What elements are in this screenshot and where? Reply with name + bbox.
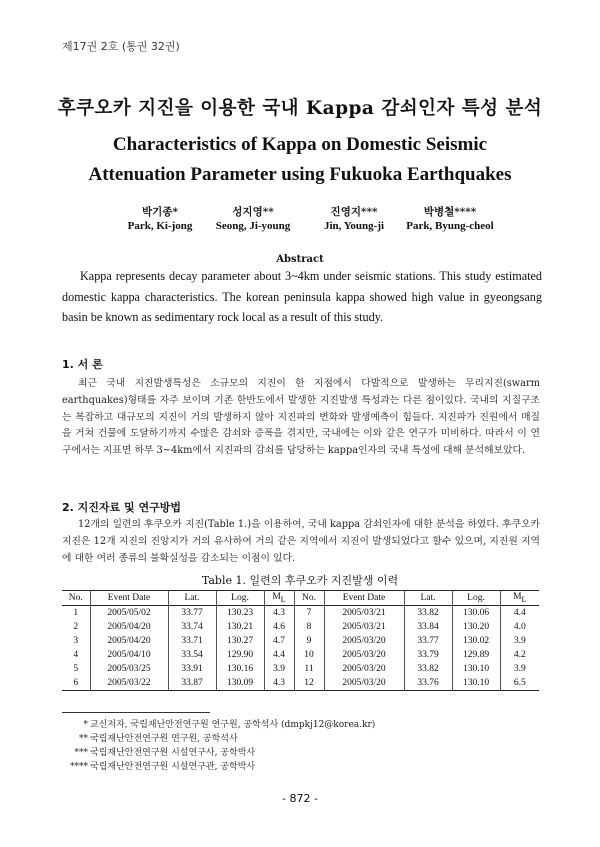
abstract-heading: Abstract: [276, 254, 324, 265]
section-1-text: 최근 국내 지진발생특성은 소규모의 지진이 한 지점에서 다발적으로 발생하는 무리지진(swarm earthquakes)형태를 자주 보이며 기존 한반도에서 발생한 지진발생 특성과는 다른 점이있다. 국내의 지질구조는 복잡하고 대규모의 지진이 거의 발생하지 않아 지진파의 변화와 발생예측이 힘들다. 지진파가 진원에서 매질을 거쳐 건물에 도달하기까지 수많은 감쇠와 증폭을 겪지만, 국내에는 이와 같은 연구가 미비하다. 따라서 이 연구에서는 지표면 하부 3~4km에서 지진파의 감쇠를 담당하는 kappa인자의 국내 특성에 대해 분석해보았다.: [62, 378, 540, 457]
table-cell: 130.21: [216, 620, 264, 634]
col-header: No.: [294, 591, 324, 606]
table-cell: 129.89: [452, 648, 500, 662]
table-cell: 33.77: [168, 606, 216, 621]
table-cell: 2005/04/20: [90, 620, 168, 634]
table-cell: 4.7: [264, 634, 294, 648]
table-cell: 130.09: [216, 676, 264, 691]
table-cell: 10: [294, 648, 324, 662]
author-name-ko: 박병철****: [423, 206, 477, 218]
footnotes: [62, 718, 375, 774]
table-cell: 4.2: [500, 648, 539, 662]
table-cell: 4.6: [264, 620, 294, 634]
abstract-text: Kappa represents decay parameter about 3~4km under seismic stations. This study estimated domestic kappa characteristics. The korean peninsula kappa showed high value in gyeongsang basin be known as sedimentary rock local as a result of this study.: [62, 269, 542, 324]
author-name-en: Seong, Ji-young: [215, 220, 291, 232]
table-cell: 4.0: [500, 620, 539, 634]
table-cell: 33.87: [168, 676, 216, 691]
table-cell: 33.82: [404, 662, 452, 676]
footnote-text: 국립재난안전연구원 시설연구사, 공학박사: [90, 748, 256, 758]
footnote: [62, 760, 375, 774]
table-cell: 2005/03/20: [324, 662, 404, 676]
col-header: Log.: [216, 591, 264, 606]
table-body: [62, 606, 539, 691]
table-cell: 2005/03/20: [324, 648, 404, 662]
table-cell: 2005/03/20: [324, 676, 404, 691]
table-cell: 4: [73, 650, 79, 660]
footnote-text: 국립재난안전연구원 시설연구관, 공학박사: [90, 762, 256, 772]
table-cell: 33.76: [404, 676, 452, 691]
table-cell: 2005/05/02: [90, 606, 168, 621]
table-cell: 33.84: [404, 620, 452, 634]
author-name-ko: 진영지***: [330, 206, 378, 218]
section-2-heading: 2. 지진자료 및 연구방법: [62, 501, 181, 514]
section-1-heading: 1. 서 론: [62, 358, 103, 371]
magnitude-subscript: L: [521, 594, 527, 604]
table-cell: 6: [73, 678, 79, 688]
magnitude-symbol: M: [513, 592, 522, 603]
table-row: [62, 606, 539, 621]
section-2-text: 12개의 일련의 후쿠오카 지진(Table 1.)을 이용하여, 국내 kappa 감쇠인자에 대한 분석을 하였다. 후쿠오카 지진은 12개 지진의 진앙지가 거의 유사하여 거의 같은 지역에서 지진이 발생되었다고 할수 있으며, 지진원 지역에 대한 여러 종류의 불확실성을 감소되는 이점이 있다.: [62, 519, 540, 564]
col-header-magnitude: [264, 591, 294, 606]
table-cell: 33.79: [404, 648, 452, 662]
table-cell: 3: [73, 636, 79, 646]
footnote-mark: ***: [74, 748, 88, 758]
table-cell: 12: [294, 676, 324, 691]
table-cell: 2005/03/20: [324, 634, 404, 648]
title-english-line1: Characteristics of Kappa on Domestic Seismic: [112, 134, 488, 155]
table-cell: 9: [294, 634, 324, 648]
table-cell: 6.5: [500, 676, 539, 691]
table-cell: 4.4: [500, 606, 539, 621]
table-row: [62, 634, 539, 648]
footnote-text: 교신저자, 국립재난안전연구원 연구원, 공학석사 (dmpkj12@korea.kr): [90, 720, 376, 730]
footnote-divider: [62, 712, 210, 713]
table-cell: 2005/03/21: [324, 606, 404, 621]
title-english-line2: Attenuation Parameter using Fukuoka Earthquakes: [88, 164, 512, 185]
journal-volume: 제17권 2호 (통권 32권): [62, 40, 180, 53]
table-cell: 130.23: [216, 606, 264, 621]
table-cell: 3.9: [264, 662, 294, 676]
author-name-en: Park, Ki-jong: [127, 220, 193, 232]
table-cell: 130.27: [216, 634, 264, 648]
table-cell: 33.71: [168, 634, 216, 648]
footnote: [62, 746, 375, 760]
footnote-text: 국립재난안전연구원 연구원, 공학석사: [90, 734, 238, 744]
table-cell: 130.20: [452, 620, 500, 634]
author-name-ko: 박기종*: [142, 206, 178, 218]
page-number: - 872 -: [282, 792, 318, 805]
col-header-magnitude: [500, 591, 539, 606]
table-cell: 130.10: [452, 662, 500, 676]
author-4: [390, 204, 510, 232]
table-cell: 130.10: [452, 676, 500, 691]
footnote: [62, 732, 375, 746]
author-name-ko: 성지영**: [232, 206, 274, 218]
col-header: Event Date: [90, 591, 168, 606]
earthquake-table: [62, 590, 539, 691]
table-header-row: [62, 591, 539, 606]
footnote-mark: ****: [70, 762, 88, 772]
col-header: Lat.: [404, 591, 452, 606]
table-cell: 8: [294, 620, 324, 634]
footnote-mark: **: [79, 734, 88, 744]
footnote: [62, 718, 375, 732]
table-cell: 5: [73, 664, 79, 674]
table-row: [62, 662, 539, 676]
table-cell: 33.91: [168, 662, 216, 676]
author-name-en: Park, Byung-cheol: [406, 220, 494, 232]
table-row: [62, 648, 539, 662]
footnote-mark: *: [83, 720, 88, 730]
col-header: Log.: [452, 591, 500, 606]
table-cell: 130.02: [452, 634, 500, 648]
table-cell: 129.90: [216, 648, 264, 662]
table-cell: 130.16: [216, 662, 264, 676]
table-cell: 2005/03/22: [90, 676, 168, 691]
table-cell: 33.82: [404, 606, 452, 621]
author-name-en: Jin, Young-ji: [323, 220, 385, 232]
table-row: [62, 676, 539, 691]
table-cell: 33.77: [404, 634, 452, 648]
table-cell: 1: [73, 608, 79, 618]
table-row: [62, 620, 539, 634]
table-cell: 3.9: [500, 662, 539, 676]
table-cell: 7: [294, 606, 324, 621]
table-cell: 2: [73, 622, 79, 632]
table-cell: 2005/03/25: [90, 662, 168, 676]
table-caption: Table 1. 일련의 후쿠오카 지진발생 이력: [201, 574, 399, 587]
table-cell: 3.9: [500, 634, 539, 648]
col-header: Event Date: [324, 591, 404, 606]
table-cell: 130.06: [452, 606, 500, 621]
table-cell: 4.3: [264, 676, 294, 691]
col-header: No.: [68, 593, 83, 603]
table-cell: 33.74: [168, 620, 216, 634]
magnitude-subscript: L: [280, 594, 286, 604]
table-cell: 33.54: [168, 648, 216, 662]
col-header: Lat.: [168, 591, 216, 606]
table-cell: 2005/04/10: [90, 648, 168, 662]
title-english: [0, 130, 600, 190]
table-cell: 4.4: [264, 648, 294, 662]
table-cell: 11: [294, 662, 324, 676]
table-cell: 2005/04/20: [90, 634, 168, 648]
title-korean: 후쿠오카 지진을 이용한 국내 Kappa 감쇠인자 특성 분석: [57, 98, 543, 119]
table-cell: 2005/03/21: [324, 620, 404, 634]
magnitude-symbol: M: [272, 592, 281, 603]
table-cell: 4.3: [264, 606, 294, 621]
